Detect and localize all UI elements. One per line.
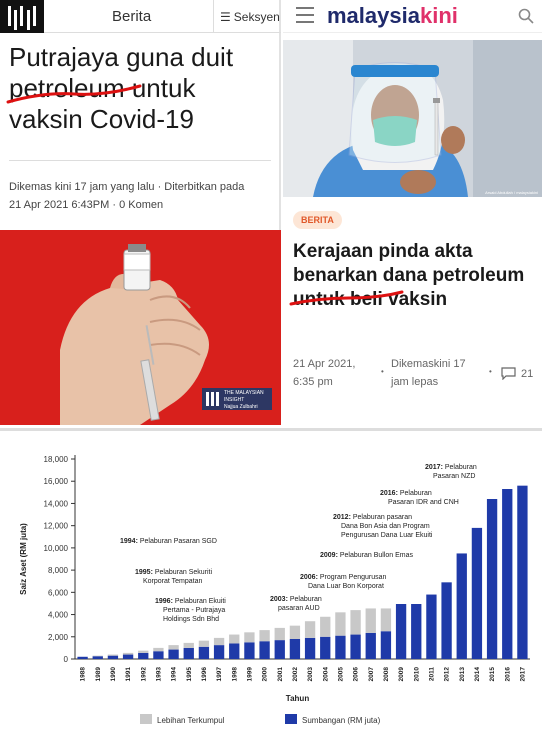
bar-lebihan-terkumpul [366,608,376,632]
annotation-year: 2017: [425,464,445,471]
bar-sumbangan [199,647,209,659]
meta-separator-dot: • [381,367,384,376]
bar-sumbangan [184,648,194,659]
article-updated-text: Dikemaskini 17 jam lepas [391,358,466,388]
y-tick-label: 18,000 [43,455,68,464]
x-tick-label: 2007 [367,667,375,682]
left-article-panel [0,0,281,425]
article-published-text: 21 Apr 2021 6:43PM · 0 Komen [9,199,164,211]
nurse-with-syringe-photo [283,40,542,197]
bar-lebihan-terkumpul [153,648,163,651]
y-tick-label: 10,000 [43,543,68,553]
x-tick-label: 2013 [458,667,466,682]
bar-sumbangan [411,604,421,659]
annotation-year: 2012: [333,514,353,521]
logo-text-kini: kini [419,3,458,28]
article-date: 21 Apr 2021, 6:35 pm [293,358,356,388]
x-tick-label: 1990 [109,667,117,682]
annotation-text: Pelaburan Bullon Emas [339,552,414,559]
bar-sumbangan [168,650,178,659]
watermark-line-1: THE MALAYSIAN INSIGHT [224,390,264,403]
annotation-text: Pelaburan Pasaran SGD [139,538,217,545]
chart-annotation [120,538,217,545]
annotation-year: 2006: [300,574,320,581]
bar-sumbangan [396,604,406,659]
chart-annotation [380,490,459,506]
bar-lebihan-terkumpul [108,655,118,656]
legend-label-lebihan: Lebihan Terkumpul [157,716,225,725]
x-tick-label: 2004 [322,667,330,682]
bar-sumbangan [123,655,133,659]
bar-lebihan-terkumpul [320,617,330,637]
bar-lebihan-terkumpul [290,626,300,639]
x-tick-label: 2011 [428,667,436,682]
x-tick-label: 1996 [200,667,208,682]
legend-swatch-lebihan [140,714,152,724]
chart-annotation [135,569,213,585]
bar-lebihan-terkumpul [244,632,254,642]
chart-annotation [270,596,322,612]
annotation-text: Dana Luar Bon Korporat [308,583,384,590]
article-hero-image [0,230,281,425]
annotation-text: Korporat Tempatan [143,578,203,585]
bar-lebihan-terkumpul [123,653,133,655]
article-headline[interactable]: Putrajaya guna duit petroleum untuk vaksin Covid-19 [9,42,234,134]
x-tick-label: 1997 [216,667,224,682]
y-tick-label: 12,000 [43,521,68,531]
bar-sumbangan [305,638,315,659]
bar-lebihan-terkumpul [350,610,360,634]
bar-sumbangan [77,657,87,659]
x-tick-label: 1992 [140,667,148,682]
x-tick-label: 1989 [94,667,102,682]
bar-sumbangan [366,633,376,659]
annotation-text: Program Pengurusan [319,574,387,581]
annotation-year: 1994: [120,538,140,545]
bar-sumbangan [153,651,163,659]
y-tick-label: 2,000 [47,632,68,642]
divider [9,160,271,161]
x-axis-label: Tahun [285,694,310,703]
x-tick-label: 2000 [261,667,269,682]
annotation-text: Pelaburan [444,464,477,471]
annotation-text: Holdings Sdn Bhd [163,616,220,623]
annotation-text: Pelaburan [399,490,432,497]
left-article-header [0,0,281,33]
bar-sumbangan [290,639,300,659]
bar-sumbangan [457,553,467,659]
annotation-text: Pasaran IDR and CNH [388,499,459,506]
x-tick-label: 2012 [443,667,451,682]
y-tick-label: 14,000 [43,499,68,509]
category-badge[interactable]: BERITA [293,211,342,229]
comment-icon[interactable] [501,367,516,380]
y-tick-label: 4,000 [47,610,68,620]
right-article-header [283,0,542,33]
y-tick-label: 6,000 [47,588,68,598]
y-axis-label: Saiz Aset (RM juta) [19,523,28,595]
hamburger-menu-icon[interactable] [296,7,314,23]
bar-lebihan-terkumpul [199,641,209,647]
site-logo[interactable] [327,3,458,29]
annotation-text: Pasaran NZD [433,473,476,480]
bar-lebihan-terkumpul [138,651,148,653]
article-updated-text: Dikemas kini 17 jam yang lalu · Diterbitkan pada [9,181,245,193]
legend-swatch-sumbangan [285,714,297,724]
x-tick-label: 2016 [504,667,512,682]
bar-sumbangan [487,499,497,659]
bar-sumbangan [214,645,224,659]
y-tick-label: 16,000 [43,477,68,487]
x-tick-label: 2006 [352,667,360,682]
x-tick-label: 1991 [125,667,133,682]
x-tick-label: 2009 [398,667,406,682]
red-strikethrough-mark [4,80,144,110]
x-tick-label: 2001 [276,667,284,682]
bar-lebihan-terkumpul [275,628,285,640]
section-menu-button[interactable] [213,0,281,33]
x-tick-label: 2014 [473,667,481,682]
x-tick-label: 1993 [155,667,163,682]
annotation-year: 1995: [135,569,155,576]
bar-sumbangan [517,486,527,659]
bar-sumbangan [335,636,345,659]
meta-separator-dot: • [489,367,492,376]
bar-sumbangan [472,528,482,659]
bar-sumbangan [350,635,360,659]
bar-sumbangan [229,643,239,659]
bar-sumbangan [259,641,269,659]
annotation-text: Pelaburan Sekuriti [154,569,213,576]
asset-size-bar-chart [0,431,542,731]
x-tick-label: 1995 [185,667,193,682]
bar-lebihan-terkumpul [305,621,315,638]
bar-sumbangan [320,637,330,659]
bar-lebihan-terkumpul [168,645,178,649]
bar-sumbangan [381,631,391,659]
annotation-text: Pelaburan Ekuiti [174,598,226,605]
article-headline[interactable]: Kerajaan pinda akta benarkan dana petroleum untuk beli vaksin [293,241,525,310]
x-tick-label: 2003 [307,667,315,682]
asset-size-chart-panel [0,428,542,733]
bar-lebihan-terkumpul [214,638,224,645]
logo-text-malaysia: malaysia [327,3,420,28]
right-article-panel [283,0,542,425]
x-tick-label: 1988 [79,667,87,682]
photo-credit: Arsaid Abdullah / malaysiakini [485,190,538,195]
legend-label-sumbangan: Sumbangan (RM juta) [302,716,381,725]
nav-item-berita[interactable]: Berita [112,8,152,25]
annotation-text: Pertama - Putrajaya [163,607,226,614]
annotation-text: pasaran AUD [278,605,320,612]
annotation-text: Pelaburan [289,596,322,603]
x-tick-label: 2017 [519,667,527,682]
bar-sumbangan [93,656,103,659]
x-tick-label: 1999 [246,667,254,682]
chart-annotation [333,514,433,539]
annotation-year: 2009: [320,552,340,559]
bar-sumbangan [275,640,285,659]
bar-lebihan-terkumpul [229,635,239,644]
x-tick-label: 2005 [337,667,345,682]
x-tick-label: 1998 [231,667,239,682]
annotation-year: 1996: [155,598,175,605]
bar-lebihan-terkumpul [93,656,103,657]
bar-lebihan-terkumpul [259,630,269,641]
red-strikethrough-mark [289,288,404,312]
chart-annotation [300,574,387,590]
bar-lebihan-terkumpul [335,612,345,635]
article-meta [9,178,274,214]
watermark-line-2: Najjua Zulbahri [224,404,258,410]
bar-sumbangan [502,489,512,659]
bar-sumbangan [426,595,436,659]
x-tick-label: 2015 [489,667,497,682]
bar-lebihan-terkumpul [184,643,194,648]
x-tick-label: 2002 [291,667,299,682]
y-tick-label: 0 [63,655,68,664]
hamburger-menu-icon: ☰ [220,9,231,24]
chart-annotation [155,598,226,623]
bar-lebihan-terkumpul [381,608,391,631]
bar-sumbangan [108,656,118,659]
x-tick-label: 2008 [382,667,390,682]
annotation-text: Pelaburan pasaran [352,514,413,521]
search-icon[interactable] [518,8,534,24]
bar-sumbangan [441,582,451,659]
section-menu-label: Seksyen [233,9,280,24]
bar-sumbangan [138,653,148,659]
photo-watermark [224,390,281,411]
annotation-text: Pengurusan Dana Luar Ekuiti [341,532,433,539]
x-tick-label: 2010 [413,667,421,682]
x-tick-label: 1994 [170,667,178,682]
chart-annotation [425,464,477,480]
comment-count[interactable]: 21 [521,368,534,380]
bar-sumbangan [244,642,254,659]
site-logo[interactable] [0,0,44,33]
y-tick-label: 8,000 [47,566,68,576]
annotation-year: 2003: [270,596,290,603]
article-hero-image [283,40,542,197]
annotation-year: 2016: [380,490,400,497]
annotation-text: Dana Bon Asia dan Program [341,523,430,530]
chart-annotation [320,552,414,559]
